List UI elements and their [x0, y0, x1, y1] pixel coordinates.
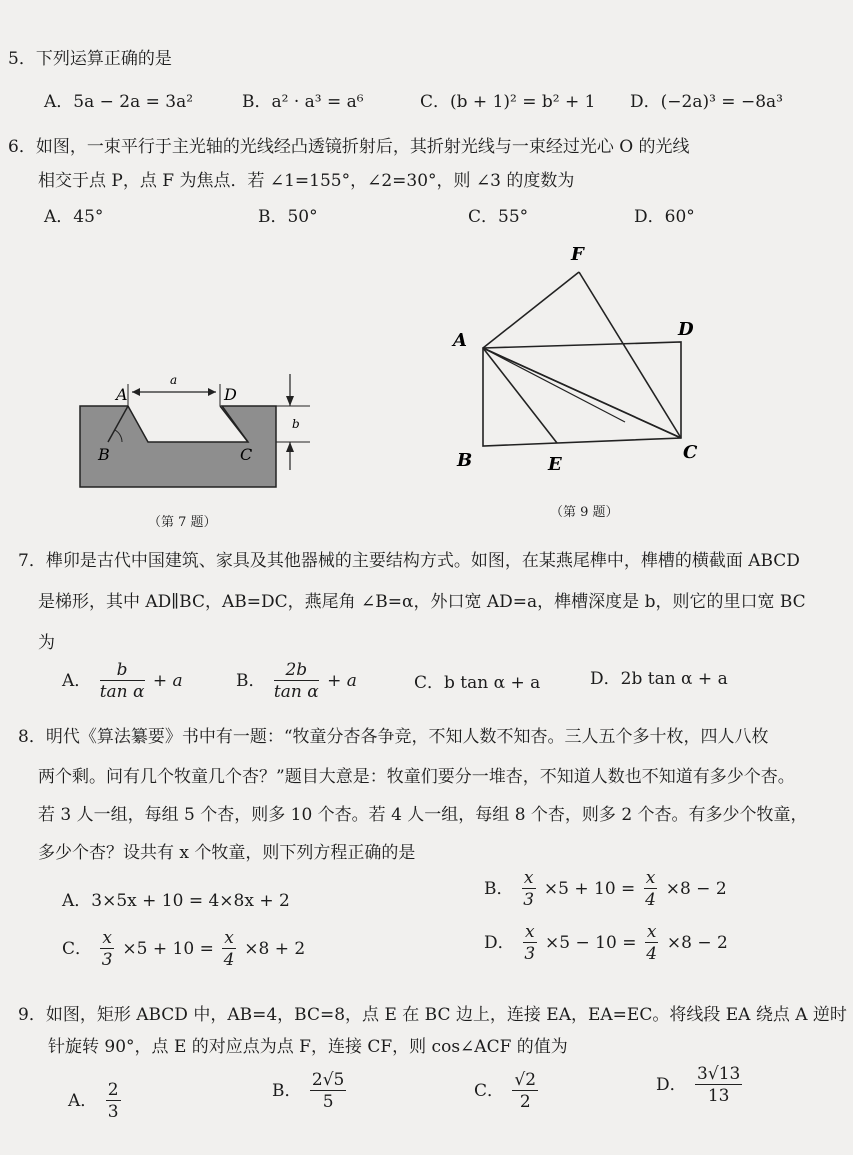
q5-stem: 5．下列运算正确的是: [8, 49, 172, 69]
q9-option-a-denominator: 3: [107, 1102, 119, 1122]
q8-option-b-mid: ×5 + 10 =: [543, 879, 636, 899]
q9-option-d-numerator: 3√13: [697, 1064, 741, 1084]
figure-7-caption: （第 7 题）: [148, 515, 217, 530]
q7-option-b-tail: + a: [327, 671, 357, 691]
q7-option-b: [236, 660, 357, 703]
q8-line-3: 若 3 人一组，每组 5 个杏，则多 10 个杏。若 4 人一组，每组 8 个杏，则多 2 个杏。有多少个牧童，: [38, 805, 808, 825]
q8-option-b: [484, 868, 727, 911]
q9-option-b-denominator: 5: [322, 1092, 334, 1112]
q9-option-b-numerator: 2√5: [311, 1070, 345, 1090]
q7-option-c: C．b tan α + a: [414, 673, 541, 693]
q8-option-c-frac-1-den: 3: [101, 950, 113, 970]
q9-option-d-label: D．: [656, 1075, 687, 1095]
q7-option-b-denominator: tan α: [273, 682, 319, 702]
fig9-label-f-point: F: [571, 244, 584, 265]
q8-option-b-frac-2-den: 4: [645, 890, 656, 910]
fig7-label-a-point: A: [116, 385, 128, 404]
q8-option-c-frac-1: [100, 928, 114, 971]
figure-9-caption: （第 9 题）: [550, 505, 619, 520]
q8-option-b-frac-2-num: x: [645, 868, 656, 888]
q9-option-c-fraction: [512, 1070, 538, 1113]
q9-option-c-numerator: √2: [514, 1070, 537, 1090]
q8-option-d-label: D．: [484, 933, 515, 953]
q9-option-d: [656, 1064, 745, 1107]
q8-option-b-tail: ×8 − 2: [665, 879, 727, 899]
q8-option-b-frac-1: [522, 868, 536, 911]
q6-option-a: A．45°: [44, 207, 104, 227]
q7-line-2: 是梯形，其中 AD∥BC，AB=DC，燕尾角 ∠B=α，外口宽 AD=a，榫槽深度是 b，则它的里口宽 BC: [38, 592, 806, 612]
q8-line-4: 多少个杏？设共有 x 个牧童，则下列方程正确的是: [38, 843, 416, 863]
fig7-label-b-point: B: [98, 445, 110, 464]
q9-option-b-fraction: [310, 1070, 346, 1113]
figure-9-rectangle: [445, 238, 715, 478]
q8-option-b-label: B．: [484, 879, 514, 899]
q7-line-3: 为: [38, 633, 55, 653]
q5-option-b: B．a² · a³ = a⁶: [242, 92, 364, 112]
q8-option-c-frac-2-den: 4: [223, 950, 235, 970]
q5-option-a: A．5a − 2a = 3a²: [44, 92, 194, 112]
q7-option-a-fraction: [100, 660, 145, 703]
q7-option-b-label: B．: [236, 671, 266, 691]
q8-option-c-label: C．: [62, 939, 93, 959]
q8-option-c-frac-2: [222, 928, 236, 971]
q8-option-b-frac-2: [644, 868, 658, 911]
q7-option-a-label: A．: [62, 671, 92, 691]
q9-option-c: [474, 1070, 541, 1113]
q8-option-c-tail: ×8 + 2: [244, 939, 306, 959]
q6-option-c: C．55°: [468, 207, 529, 227]
q8-line-2: 两个剩。问有几个牧童几个杏？”题目大意是：牧童们要分一堆杏，不知道人数也不知道有多少个杏。: [38, 767, 795, 787]
q8-option-d-frac-1-den: 3: [524, 944, 536, 964]
q7-option-a: [62, 660, 183, 703]
q8-option-a: A．3×5x + 10 = 4×8x + 2: [62, 891, 290, 911]
q6-option-b: B．50°: [258, 207, 318, 227]
q8-option-c-mid: ×5 + 10 =: [122, 939, 214, 959]
fig9-label-b-point: B: [457, 450, 473, 471]
q9-option-c-label: C．: [474, 1081, 505, 1101]
q6-option-d: D．60°: [634, 207, 695, 227]
q8-option-d-frac-1-num: x: [525, 922, 535, 942]
q7-option-a-denominator: tan α: [99, 682, 145, 702]
q7-line-1: 7．榫卯是古代中国建筑、家具及其他器械的主要结构方式。如图，在某燕尾榫中，榫槽的横截面 ABCD: [18, 551, 800, 571]
q8-option-d-mid: ×5 − 10 =: [545, 933, 637, 953]
q9-option-a-numerator: 2: [107, 1080, 119, 1100]
q6-line-1: 6．如图，一束平行于主光轴的光线经凸透镜折射后，其折射光线与一束经过光心 O 的光线: [8, 137, 690, 157]
q9-option-d-fraction: [695, 1064, 742, 1107]
q7-option-a-numerator: b: [100, 660, 145, 681]
q9-line-2: 针旋转 90°，点 E 的对应点为点 F，连接 CF，则 cos∠ACF 的值为: [48, 1037, 568, 1057]
figure-7-dovetail: [70, 362, 320, 492]
q8-option-c: [62, 928, 305, 971]
q9-line-1: 9．如图，矩形 ABCD 中，AB=4，BC=8，点 E 在 BC 边上，连接 EA，EA=EC。将线段 EA 绕点 A 逆时: [18, 1005, 847, 1025]
fig7-label-depth-b: b: [292, 417, 300, 431]
q9-option-a: [68, 1080, 124, 1123]
q8-option-d-frac-1: [523, 922, 537, 965]
fig7-label-c-point: C: [240, 445, 253, 464]
q5-option-d: D．(−2a)³ = −8a³: [630, 92, 783, 112]
q8-option-d-frac-2-den: 4: [646, 944, 658, 964]
q9-option-c-denominator: 2: [519, 1092, 531, 1112]
q8-option-d-frac-2: [645, 922, 659, 965]
q8-option-d-tail: ×8 − 2: [666, 933, 728, 953]
q7-option-d: D．2b tan α + a: [590, 669, 728, 689]
q5-option-c: C．(b + 1)² = b² + 1: [420, 92, 596, 112]
q8-line-1: 8．明代《算法纂要》书中有一题：“牧童分杏各争竞，不知人数不知杏。三人五个多十枚，四人八枚: [18, 727, 769, 747]
q9-option-b-label: B．: [272, 1081, 302, 1101]
fig9-label-e-point: E: [548, 454, 562, 475]
q8-option-c-frac-1-num: x: [102, 928, 113, 948]
q7-option-a-tail: + a: [152, 671, 183, 691]
q8-option-d: [484, 922, 728, 965]
q9-option-a-fraction: [106, 1080, 121, 1123]
q8-option-b-frac-1-den: 3: [523, 890, 535, 910]
fig9-label-d-point: D: [678, 319, 694, 340]
fig7-label-width-a: a: [170, 373, 178, 387]
q8-option-c-frac-2-num: x: [224, 928, 234, 948]
q8-option-d-frac-2-num: x: [646, 922, 657, 942]
q9-option-d-denominator: 13: [707, 1086, 730, 1106]
q9-option-a-label: A．: [68, 1091, 98, 1111]
q7-option-b-numerator: 2b: [274, 660, 319, 681]
q8-option-b-frac-1-num: x: [523, 868, 534, 888]
fig9-label-c-point: C: [683, 442, 698, 463]
fig7-label-d-point: D: [224, 385, 237, 404]
q9-option-b: [272, 1070, 349, 1113]
q7-option-b-fraction: [274, 660, 319, 703]
fig9-label-a-point: A: [453, 330, 467, 351]
q6-line-2: 相交于点 P，点 F 为焦点．若 ∠1=155°，∠2=30°，则 ∠3 的度数为: [38, 171, 575, 191]
